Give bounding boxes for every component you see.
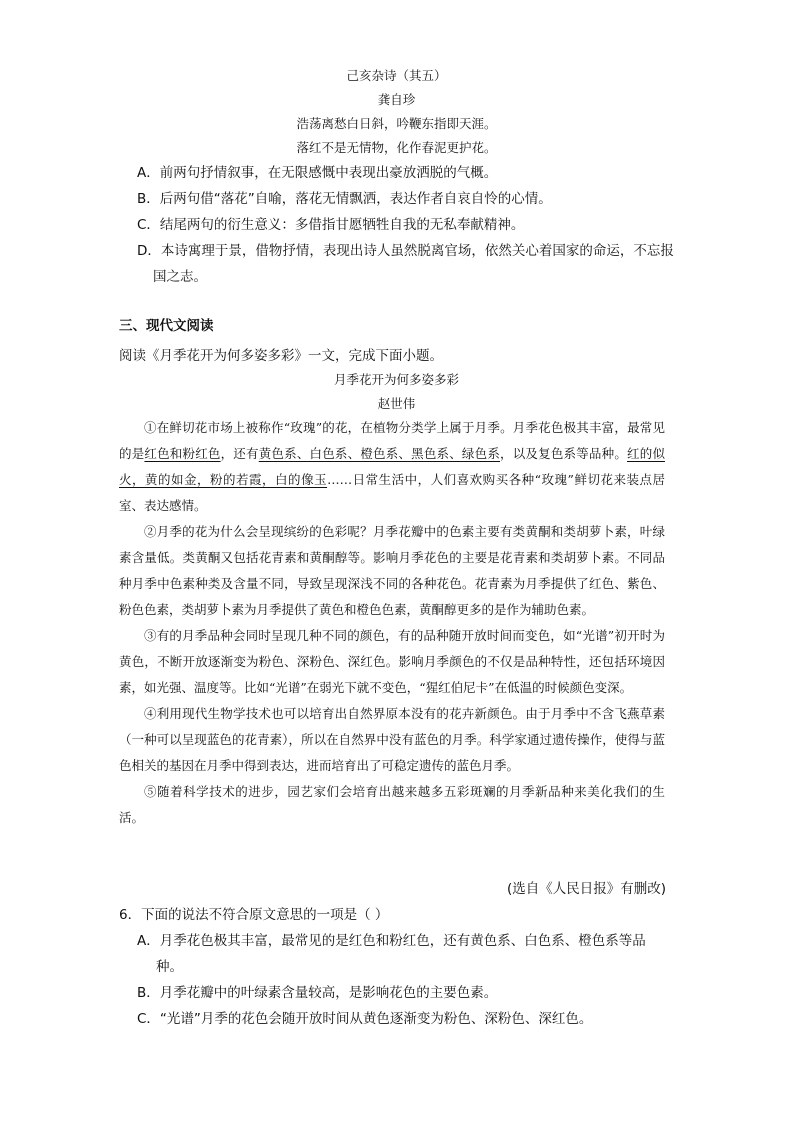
question-option-c: C．“光谱”月季的花色会随开放时间从黄色逐渐变为粉色、深粉色、深红色。 <box>137 1011 593 1027</box>
p1-text-b: ，还有 <box>220 446 259 461</box>
question-option-a-line-1: A．月季花色极其丰富，最常见的是红色和粉红色，还有黄色系、白色系、橙色系等品 <box>137 933 646 949</box>
p1-text-a: ①在鲜切花市场上被称作“玫瑰”的花，在植物分类学上属于月季。月季花色极其丰富，最常见的是 <box>119 420 665 461</box>
poem-title: 己亥杂诗（其五） <box>346 68 447 83</box>
p1-underline-2: 黄色系、白色系、橙色系、黑色系、绿色系 <box>258 446 501 461</box>
question-6 <box>119 902 675 1032</box>
p1-underline-1: 红色和粉红色 <box>144 446 221 461</box>
article-body <box>119 415 665 831</box>
article-header <box>0 368 793 416</box>
poem-line-1: 浩荡离愁白日斜，吟鞭东指即天涯。 <box>296 116 497 131</box>
option-b: B．后两句借“落花”自喻，落花无情飘洒，表达作者自哀自怜的心情。 <box>137 191 552 207</box>
p1-text-d: ……日常生活中，人们喜欢购买各种“玫瑰”鲜切花来装点居室、表达感情。 <box>119 472 665 513</box>
article-author: 赵世伟 <box>377 396 416 411</box>
article-paragraph-5: ⑤随着科学技术的进步，园艺家们会培育出越来越多五彩斑斓的月季新品种来美化我们的生活。 <box>119 784 665 825</box>
question-stem: 6．下面的说法不符合原文意思的一项是（ ） <box>119 907 389 923</box>
option-d: D．本诗寓理于景，借物抒情，表现出诗人虽然脱离官场，依然关心着国家的命运，不忘报国之志。 <box>137 243 674 285</box>
section-intro: 阅读《月季花开为何多姿多彩》一文，完成下面小题。 <box>119 348 443 364</box>
p1-underline-3: 红的似火，黄的如金，粉的若霞，白的像玉 <box>119 446 665 487</box>
poem-author: 龚自珍 <box>377 92 416 107</box>
article-title: 月季花开为何多姿多彩 <box>333 372 459 387</box>
section-heading: 三、现代文阅读 <box>119 318 214 334</box>
article-paragraph-3: ③有的月季品种会同时呈现几种不同的颜色，有的品种随开放时间而变色，如“光谱”初开时为黄色，不断开放逐渐变为粉色、深粉色、深红色。影响月季颜色的不仅是品种特性，还包括环境因素，如光强、温度等。比如“光谱”在弱光下就不变色，“猩红伯尼卡”在低温的时候颜色变深。 <box>119 628 665 695</box>
poem-options <box>137 160 677 290</box>
question-option-a-line-2: 种。 <box>156 959 183 975</box>
poem-block <box>0 64 793 160</box>
article-paragraph-1 <box>119 415 665 519</box>
p1-text-c: ，以及复色系等品种。 <box>500 446 628 461</box>
option-a: A．前两句抒情叙事，在无限感慨中表现出豪放洒脱的气概。 <box>137 165 498 181</box>
article-paragraph-4: ④利用现代生物学技术也可以培育出自然界原本没有的花卉新颜色。由于月季中不含飞燕草素（一种可以呈现蓝色的花青素），所以在自然界中没有蓝色的月季。科学家通过遗传操作，使得与蓝色相关的基因在月季中得到表达，进而培育出了可稳定遗传的蓝色月季。 <box>119 706 665 773</box>
article-paragraph-2: ②月季的花为什么会呈现缤纷的色彩呢？月季花瓣中的色素主要有类黄酮和类胡萝卜素，叶绿素含量低。类黄酮又包括花青素和黄酮醇等。影响月季花色的主要是花青素和类胡萝卜素。不同品种月季中色素种类及含量不同，导致呈现深浅不同的各种花色。花青素为月季提供了红色、紫色、粉色色素，类胡萝卜素为月季提供了黄色和橙色色素，黄酮醇更多的是作为辅助色素。 <box>119 524 665 617</box>
question-option-b: B．月季花瓣中的叶绿素含量较高，是影响花色的主要色素。 <box>137 985 498 1001</box>
option-c: C．结尾两句的衍生意义：多借指甘愿牺牲自我的无私奉献精神。 <box>137 217 525 233</box>
article-source: (选自《人民日报》有删改) <box>506 881 666 897</box>
poem-line-2: 落红不是无情物，化作春泥更护花。 <box>296 140 497 155</box>
